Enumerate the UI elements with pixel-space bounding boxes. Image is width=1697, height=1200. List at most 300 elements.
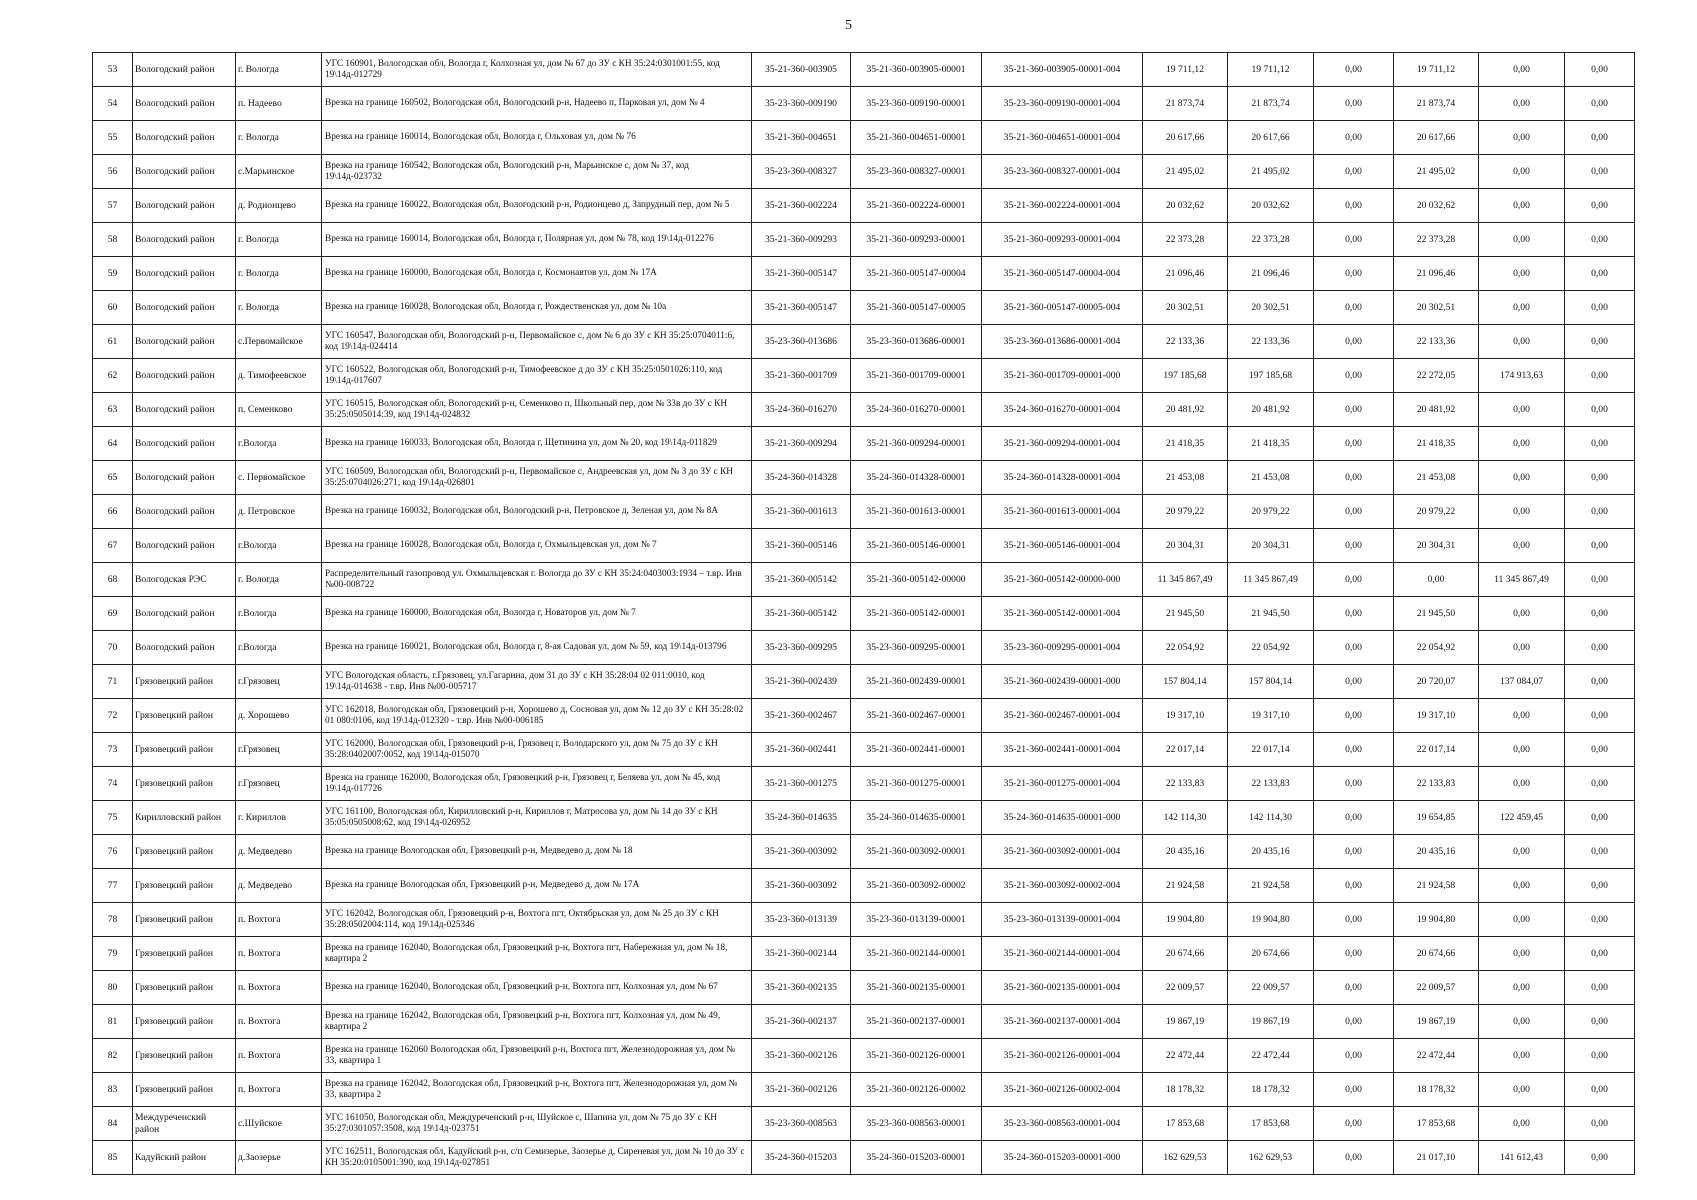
amount-col5-cell: 0,00 xyxy=(1479,903,1565,937)
sub-object-code-cell: 35-23-360-008563-00001 xyxy=(851,1107,982,1141)
amount-col3-cell: 0,00 xyxy=(1314,223,1394,257)
locality-cell: п. Вохтога xyxy=(236,903,322,937)
row-number: 64 xyxy=(93,427,133,461)
amount-col3-cell: 0,00 xyxy=(1314,529,1394,563)
district-cell: Грязовецкий район xyxy=(133,1073,236,1107)
table-row xyxy=(93,427,1635,461)
sub-object-code-cell: 35-24-360-015203-00001 xyxy=(851,1141,982,1175)
full-code-cell: 35-24-360-015203-00001-000 xyxy=(982,1141,1143,1175)
amount-col5-cell: 0,00 xyxy=(1479,461,1565,495)
row-number: 57 xyxy=(93,189,133,223)
locality-cell: г.Грязовец xyxy=(236,665,322,699)
amount-col5-cell: 0,00 xyxy=(1479,427,1565,461)
amount-col2-cell: 20 979,22 xyxy=(1228,495,1314,529)
address-cell: Врезка на границе 160028, Вологодская обл, Вологда г, Рождественская ул, дом № 10а xyxy=(322,291,752,325)
sub-object-code-cell: 35-23-360-009295-00001 xyxy=(851,631,982,665)
amount-col4-cell: 21 945,50 xyxy=(1394,597,1479,631)
amount-col6-cell: 0,00 xyxy=(1565,733,1635,767)
amount-col4-cell: 19 867,19 xyxy=(1394,1005,1479,1039)
amount-total-cell: 197 185,68 xyxy=(1143,359,1228,393)
amount-col3-cell: 0,00 xyxy=(1314,1039,1394,1073)
full-code-cell: 35-21-360-005147-00004-004 xyxy=(982,257,1143,291)
amount-col3-cell: 0,00 xyxy=(1314,869,1394,903)
amount-col6-cell: 0,00 xyxy=(1565,461,1635,495)
amount-col2-cell: 19 904,80 xyxy=(1228,903,1314,937)
district-cell: Вологодский район xyxy=(133,529,236,563)
amount-total-cell: 17 853,68 xyxy=(1143,1107,1228,1141)
amount-col2-cell: 22 133,36 xyxy=(1228,325,1314,359)
amount-col5-cell: 0,00 xyxy=(1479,325,1565,359)
address-cell: Врезка на границе 162040, Вологодская обл, Грязовецкий р-н, Вохтога пгт, Колхозная ул, дом № 67 xyxy=(322,971,752,1005)
amount-col4-cell: 22 017,14 xyxy=(1394,733,1479,767)
amount-col4-cell: 19 711,12 xyxy=(1394,53,1479,87)
amount-col3-cell: 0,00 xyxy=(1314,699,1394,733)
address-cell: УГС 161100, Вологодская обл, Кирилловский р-н, Кириллов г, Матросова ул, дом № 14 до ЗУ с КН 35:05:0505008:62, код 19\14д-026952 xyxy=(322,801,752,835)
amount-col3-cell: 0,00 xyxy=(1314,359,1394,393)
row-number: 83 xyxy=(93,1073,133,1107)
row-number: 62 xyxy=(93,359,133,393)
row-number: 74 xyxy=(93,767,133,801)
full-code-cell: 35-23-360-008327-00001-004 xyxy=(982,155,1143,189)
full-code-cell: 35-21-360-002126-00001-004 xyxy=(982,1039,1143,1073)
district-cell: Кирилловский район xyxy=(133,801,236,835)
district-cell: Вологодский район xyxy=(133,87,236,121)
sub-object-code-cell: 35-21-360-002439-00001 xyxy=(851,665,982,699)
amount-col3-cell: 0,00 xyxy=(1314,461,1394,495)
amount-col5-cell: 174 913,63 xyxy=(1479,359,1565,393)
amount-col6-cell: 0,00 xyxy=(1565,903,1635,937)
table-row xyxy=(93,631,1635,665)
amount-total-cell: 22 017,14 xyxy=(1143,733,1228,767)
row-number: 58 xyxy=(93,223,133,257)
address-cell: УГС 162511, Вологодская обл, Кадуйский р-н, с/п Семизерье, Заозерье д, Сиреневая ул, дом № 10 до ЗУ с КН 35:20:0105001:390, код 19\14д-027851 xyxy=(322,1141,752,1175)
full-code-cell: 35-24-360-014635-00001-000 xyxy=(982,801,1143,835)
amount-col5-cell: 0,00 xyxy=(1479,767,1565,801)
amount-col3-cell: 0,00 xyxy=(1314,291,1394,325)
amount-col5-cell: 141 612,43 xyxy=(1479,1141,1565,1175)
amount-total-cell: 19 904,80 xyxy=(1143,903,1228,937)
amount-col5-cell: 0,00 xyxy=(1479,937,1565,971)
page-number: 5 xyxy=(845,18,852,33)
locality-cell: с.Шуйское xyxy=(236,1107,322,1141)
full-code-cell: 35-21-360-001613-00001-004 xyxy=(982,495,1143,529)
object-code-cell: 35-21-360-009294 xyxy=(752,427,851,461)
amount-col2-cell: 20 304,31 xyxy=(1228,529,1314,563)
amount-col3-cell: 0,00 xyxy=(1314,325,1394,359)
amount-col6-cell: 0,00 xyxy=(1565,801,1635,835)
district-cell: Вологодский район xyxy=(133,53,236,87)
full-code-cell: 35-23-360-009190-00001-004 xyxy=(982,87,1143,121)
amount-col6-cell: 0,00 xyxy=(1565,155,1635,189)
table-row xyxy=(93,801,1635,835)
amount-total-cell: 20 617,66 xyxy=(1143,121,1228,155)
address-cell: Врезка на границе Вологодская обл, Грязовецкий р-н, Медведево д, дом № 18 xyxy=(322,835,752,869)
amount-col5-cell: 11 345 867,49 xyxy=(1479,563,1565,597)
locality-cell: с. Первомайское xyxy=(236,461,322,495)
amount-col2-cell: 162 629,53 xyxy=(1228,1141,1314,1175)
object-code-cell: 35-21-360-005142 xyxy=(752,597,851,631)
amount-col5-cell: 0,00 xyxy=(1479,155,1565,189)
amount-col2-cell: 22 009,57 xyxy=(1228,971,1314,1005)
sub-object-code-cell: 35-21-360-002144-00001 xyxy=(851,937,982,971)
row-number: 67 xyxy=(93,529,133,563)
sub-object-code-cell: 35-23-360-008327-00001 xyxy=(851,155,982,189)
amount-col2-cell: 21 873,74 xyxy=(1228,87,1314,121)
amount-total-cell: 22 472,44 xyxy=(1143,1039,1228,1073)
amount-col3-cell: 0,00 xyxy=(1314,767,1394,801)
amount-total-cell: 20 979,22 xyxy=(1143,495,1228,529)
object-code-cell: 35-21-360-009293 xyxy=(752,223,851,257)
amount-col6-cell: 0,00 xyxy=(1565,1141,1635,1175)
table-row xyxy=(93,1141,1635,1175)
row-number: 73 xyxy=(93,733,133,767)
amount-col6-cell: 0,00 xyxy=(1565,563,1635,597)
amount-col6-cell: 0,00 xyxy=(1565,1107,1635,1141)
amount-total-cell: 19 317,10 xyxy=(1143,699,1228,733)
table-row xyxy=(93,1107,1635,1141)
amount-col2-cell: 20 674,66 xyxy=(1228,937,1314,971)
address-cell: Врезка на границе 160028, Вологодская обл, Вологда г, Охмыльцевская ул, дом № 7 xyxy=(322,529,752,563)
amount-col2-cell: 21 418,35 xyxy=(1228,427,1314,461)
sub-object-code-cell: 35-21-360-002135-00001 xyxy=(851,971,982,1005)
locality-cell: д. Медведево xyxy=(236,835,322,869)
amount-col2-cell: 21 096,46 xyxy=(1228,257,1314,291)
amount-col5-cell: 0,00 xyxy=(1479,1073,1565,1107)
sub-object-code-cell: 35-21-360-009293-00001 xyxy=(851,223,982,257)
amount-col5-cell: 0,00 xyxy=(1479,835,1565,869)
amount-col6-cell: 0,00 xyxy=(1565,869,1635,903)
district-cell: Грязовецкий район xyxy=(133,699,236,733)
full-code-cell: 35-21-360-005142-00001-004 xyxy=(982,597,1143,631)
amount-col5-cell: 0,00 xyxy=(1479,1039,1565,1073)
amount-col6-cell: 0,00 xyxy=(1565,427,1635,461)
object-code-cell: 35-24-360-014635 xyxy=(752,801,851,835)
amount-col4-cell: 19 317,10 xyxy=(1394,699,1479,733)
locality-cell: д.Заозерье xyxy=(236,1141,322,1175)
row-number: 79 xyxy=(93,937,133,971)
amount-col4-cell: 20 617,66 xyxy=(1394,121,1479,155)
table-row xyxy=(93,903,1635,937)
amount-total-cell: 162 629,53 xyxy=(1143,1141,1228,1175)
amount-col2-cell: 19 867,19 xyxy=(1228,1005,1314,1039)
object-code-cell: 35-23-360-008563 xyxy=(752,1107,851,1141)
sub-object-code-cell: 35-21-360-003092-00002 xyxy=(851,869,982,903)
amount-total-cell: 21 924,58 xyxy=(1143,869,1228,903)
district-cell: Вологодский район xyxy=(133,427,236,461)
object-code-cell: 35-21-360-002441 xyxy=(752,733,851,767)
locality-cell: п. Надеево xyxy=(236,87,322,121)
amount-total-cell: 19 711,12 xyxy=(1143,53,1228,87)
amount-col4-cell: 20 674,66 xyxy=(1394,937,1479,971)
table-row xyxy=(93,597,1635,631)
amount-col6-cell: 0,00 xyxy=(1565,631,1635,665)
amount-col2-cell: 21 495,02 xyxy=(1228,155,1314,189)
amount-col6-cell: 0,00 xyxy=(1565,1073,1635,1107)
sub-object-code-cell: 35-21-360-002126-00001 xyxy=(851,1039,982,1073)
sub-object-code-cell: 35-21-360-005146-00001 xyxy=(851,529,982,563)
amount-col4-cell: 20 304,31 xyxy=(1394,529,1479,563)
amount-col6-cell: 0,00 xyxy=(1565,189,1635,223)
amount-col3-cell: 0,00 xyxy=(1314,665,1394,699)
amount-col3-cell: 0,00 xyxy=(1314,257,1394,291)
amount-col4-cell: 0,00 xyxy=(1394,563,1479,597)
table-row xyxy=(93,529,1635,563)
table-row xyxy=(93,767,1635,801)
locality-cell: с.Марьинское xyxy=(236,155,322,189)
locality-cell: д. Петровское xyxy=(236,495,322,529)
locality-cell: п. Вохтога xyxy=(236,1073,322,1107)
amount-col2-cell: 22 133,83 xyxy=(1228,767,1314,801)
sub-object-code-cell: 35-23-360-013139-00001 xyxy=(851,903,982,937)
amount-col5-cell: 0,00 xyxy=(1479,631,1565,665)
amount-col4-cell: 21 495,02 xyxy=(1394,155,1479,189)
sub-object-code-cell: 35-24-360-014635-00001 xyxy=(851,801,982,835)
address-cell: Распределительный газопровод ул. Охмыльцевская г. Вологда до ЗУ с КН 35:24:0403003:1934 – т.вр. Инв №00-008722 xyxy=(322,563,752,597)
amount-col4-cell: 21 418,35 xyxy=(1394,427,1479,461)
object-code-cell: 35-21-360-002439 xyxy=(752,665,851,699)
amount-col2-cell: 18 178,32 xyxy=(1228,1073,1314,1107)
full-code-cell: 35-23-360-013686-00001-004 xyxy=(982,325,1143,359)
full-code-cell: 35-21-360-003905-00001-004 xyxy=(982,53,1143,87)
row-number: 61 xyxy=(93,325,133,359)
table-row xyxy=(93,393,1635,427)
district-cell: Грязовецкий район xyxy=(133,665,236,699)
row-number: 69 xyxy=(93,597,133,631)
amount-col3-cell: 0,00 xyxy=(1314,801,1394,835)
amount-col5-cell: 0,00 xyxy=(1479,699,1565,733)
amount-col5-cell: 0,00 xyxy=(1479,223,1565,257)
object-code-cell: 35-21-360-002126 xyxy=(752,1073,851,1107)
address-cell: УГС 162000, Вологодская обл, Грязовецкий р-н, Грязовец г, Володарского ул, дом № 75 до ЗУ с КН 35:28:0402007:0052, код 19\14д-015070 xyxy=(322,733,752,767)
table-row xyxy=(93,223,1635,257)
object-code-cell: 35-21-360-005147 xyxy=(752,291,851,325)
address-cell: Врезка на границе 160542, Вологодская обл, Вологодский р-н, Марьинское с, дом № 37, код 19\14д-023732 xyxy=(322,155,752,189)
table-row xyxy=(93,1039,1635,1073)
amount-col5-cell: 137 084,07 xyxy=(1479,665,1565,699)
amount-col6-cell: 0,00 xyxy=(1565,529,1635,563)
sub-object-code-cell: 35-21-360-002126-00002 xyxy=(851,1073,982,1107)
district-cell: Грязовецкий район xyxy=(133,869,236,903)
row-number: 78 xyxy=(93,903,133,937)
table-row xyxy=(93,359,1635,393)
row-number: 81 xyxy=(93,1005,133,1039)
table-row xyxy=(93,937,1635,971)
amount-col3-cell: 0,00 xyxy=(1314,971,1394,1005)
amount-col6-cell: 0,00 xyxy=(1565,495,1635,529)
district-cell: Вологодский район xyxy=(133,155,236,189)
amount-col4-cell: 20 979,22 xyxy=(1394,495,1479,529)
sub-object-code-cell: 35-21-360-005142-00001 xyxy=(851,597,982,631)
locality-cell: г.Вологда xyxy=(236,631,322,665)
amount-col5-cell: 122 459,45 xyxy=(1479,801,1565,835)
table-row xyxy=(93,461,1635,495)
amount-col4-cell: 19 654,85 xyxy=(1394,801,1479,835)
amount-col3-cell: 0,00 xyxy=(1314,835,1394,869)
amount-total-cell: 21 418,35 xyxy=(1143,427,1228,461)
object-code-cell: 35-21-360-002126 xyxy=(752,1039,851,1073)
address-cell: Врезка на границе 160022, Вологодская обл, Вологодский р-н, Родионцево д, Запрудный пер, дом № 5 xyxy=(322,189,752,223)
object-code-cell: 35-21-360-005147 xyxy=(752,257,851,291)
amount-col2-cell: 19 317,10 xyxy=(1228,699,1314,733)
full-code-cell: 35-21-360-003092-00002-004 xyxy=(982,869,1143,903)
full-code-cell: 35-21-360-002467-00001-004 xyxy=(982,699,1143,733)
district-cell: Вологодский район xyxy=(133,291,236,325)
amount-total-cell: 157 804,14 xyxy=(1143,665,1228,699)
amount-col4-cell: 22 054,92 xyxy=(1394,631,1479,665)
sub-object-code-cell: 35-21-360-001709-00001 xyxy=(851,359,982,393)
amount-col4-cell: 22 133,83 xyxy=(1394,767,1479,801)
object-code-cell: 35-21-360-002144 xyxy=(752,937,851,971)
table-row xyxy=(93,87,1635,121)
amount-col5-cell: 0,00 xyxy=(1479,121,1565,155)
full-code-cell: 35-21-360-002135-00001-004 xyxy=(982,971,1143,1005)
row-number: 53 xyxy=(93,53,133,87)
amount-col6-cell: 0,00 xyxy=(1565,325,1635,359)
full-code-cell: 35-21-360-009293-00001-004 xyxy=(982,223,1143,257)
register-table xyxy=(92,52,1635,1175)
amount-col3-cell: 0,00 xyxy=(1314,1005,1394,1039)
object-code-cell: 35-21-360-001613 xyxy=(752,495,851,529)
amount-col5-cell: 0,00 xyxy=(1479,495,1565,529)
sub-object-code-cell: 35-21-360-003905-00001 xyxy=(851,53,982,87)
amount-col2-cell: 142 114,30 xyxy=(1228,801,1314,835)
full-code-cell: 35-21-360-009294-00001-004 xyxy=(982,427,1143,461)
address-cell: Врезка на границе 162040, Вологодская обл, Грязовецкий р-н, Вохтога пгт, Набережная ул, дом № 18, квартира 2 xyxy=(322,937,752,971)
full-code-cell: 35-21-360-005146-00001-004 xyxy=(982,529,1143,563)
amount-col4-cell: 20 720,07 xyxy=(1394,665,1479,699)
locality-cell: г. Вологда xyxy=(236,121,322,155)
amount-col4-cell: 17 853,68 xyxy=(1394,1107,1479,1141)
amount-total-cell: 21 453,08 xyxy=(1143,461,1228,495)
amount-col6-cell: 0,00 xyxy=(1565,87,1635,121)
row-number: 82 xyxy=(93,1039,133,1073)
amount-col4-cell: 21 096,46 xyxy=(1394,257,1479,291)
full-code-cell: 35-21-360-002224-00001-004 xyxy=(982,189,1143,223)
amount-col4-cell: 22 472,44 xyxy=(1394,1039,1479,1073)
row-number: 66 xyxy=(93,495,133,529)
object-code-cell: 35-21-360-003905 xyxy=(752,53,851,87)
district-cell: Вологодский район xyxy=(133,359,236,393)
address-cell: Врезка на границе 162060 Вологодская обл, Грязовецкий р-н, Вохтога пгт, Железнодорожная ул, дом № 33, квартира 1 xyxy=(322,1039,752,1073)
full-code-cell: 35-21-360-002144-00001-004 xyxy=(982,937,1143,971)
amount-col5-cell: 0,00 xyxy=(1479,87,1565,121)
full-code-cell: 35-23-360-008563-00001-004 xyxy=(982,1107,1143,1141)
address-cell: Врезка на границе 160032, Вологодская обл, Вологодский р-н, Петровское д, Зеленая ул, дом № 8А xyxy=(322,495,752,529)
table-row xyxy=(93,291,1635,325)
amount-col3-cell: 0,00 xyxy=(1314,1141,1394,1175)
locality-cell: д. Родионцево xyxy=(236,189,322,223)
table-row xyxy=(93,835,1635,869)
amount-col4-cell: 21 453,08 xyxy=(1394,461,1479,495)
locality-cell: д. Хорошево xyxy=(236,699,322,733)
register-table-body xyxy=(93,53,1635,1175)
amount-total-cell: 21 873,74 xyxy=(1143,87,1228,121)
row-number: 55 xyxy=(93,121,133,155)
locality-cell: д. Тимофеевское xyxy=(236,359,322,393)
amount-col4-cell: 20 481,92 xyxy=(1394,393,1479,427)
amount-col6-cell: 0,00 xyxy=(1565,1039,1635,1073)
amount-total-cell: 11 345 867,49 xyxy=(1143,563,1228,597)
address-cell: УГС 162042, Вологодская обл, Грязовецкий р-н, Вохтога пгт, Октябрьская ул, дом № 25 до ЗУ с КН 35:28:0502004:114, код 19\14д-025346 xyxy=(322,903,752,937)
amount-col5-cell: 0,00 xyxy=(1479,291,1565,325)
object-code-cell: 35-21-360-002224 xyxy=(752,189,851,223)
object-code-cell: 35-21-360-005142 xyxy=(752,563,851,597)
table-row xyxy=(93,121,1635,155)
sub-object-code-cell: 35-21-360-002224-00001 xyxy=(851,189,982,223)
amount-col3-cell: 0,00 xyxy=(1314,155,1394,189)
table-row xyxy=(93,257,1635,291)
locality-cell: г.Вологда xyxy=(236,529,322,563)
amount-col3-cell: 0,00 xyxy=(1314,495,1394,529)
sub-object-code-cell: 35-21-360-001613-00001 xyxy=(851,495,982,529)
amount-col5-cell: 0,00 xyxy=(1479,53,1565,87)
object-code-cell: 35-21-360-004651 xyxy=(752,121,851,155)
district-cell: Грязовецкий район xyxy=(133,971,236,1005)
amount-col4-cell: 20 302,51 xyxy=(1394,291,1479,325)
amount-col6-cell: 0,00 xyxy=(1565,223,1635,257)
sub-object-code-cell: 35-24-360-014328-00001 xyxy=(851,461,982,495)
row-number: 70 xyxy=(93,631,133,665)
district-cell: Вологодский район xyxy=(133,461,236,495)
amount-col4-cell: 21 924,58 xyxy=(1394,869,1479,903)
address-cell: Врезка на границе 162042, Вологодская обл, Грязовецкий р-н, Вохтога пгт, Железнодорожная ул, дом № 33, квартира 2 xyxy=(322,1073,752,1107)
address-cell: УГС 162018, Вологодская обл, Грязовецкий р-н, Хорошево д, Сосновая ул, дом № 12 до ЗУ с КН 35:28:02 01 080:0106, код 19\14д-012320 - т.вр. Инв №00-006185 xyxy=(322,699,752,733)
district-cell: Вологодский район xyxy=(133,257,236,291)
amount-col3-cell: 0,00 xyxy=(1314,189,1394,223)
amount-col6-cell: 0,00 xyxy=(1565,835,1635,869)
locality-cell: г. Вологда xyxy=(236,257,322,291)
locality-cell: г. Кириллов xyxy=(236,801,322,835)
amount-col6-cell: 0,00 xyxy=(1565,767,1635,801)
amount-col3-cell: 0,00 xyxy=(1314,733,1394,767)
amount-col2-cell: 11 345 867,49 xyxy=(1228,563,1314,597)
address-cell: Врезка на границе 162042, Вологодская обл, Грязовецкий р-н, Вохтога пгт, Колхозная ул, дом № 49, квартира 2 xyxy=(322,1005,752,1039)
amount-col6-cell: 0,00 xyxy=(1565,1005,1635,1039)
object-code-cell: 35-23-360-009190 xyxy=(752,87,851,121)
amount-col2-cell: 17 853,68 xyxy=(1228,1107,1314,1141)
amount-col6-cell: 0,00 xyxy=(1565,597,1635,631)
row-number: 85 xyxy=(93,1141,133,1175)
amount-col5-cell: 0,00 xyxy=(1479,393,1565,427)
locality-cell: г. Вологда xyxy=(236,223,322,257)
locality-cell: п. Вохтога xyxy=(236,1005,322,1039)
amount-col4-cell: 20 435,16 xyxy=(1394,835,1479,869)
locality-cell: с.Первомайское xyxy=(236,325,322,359)
amount-col2-cell: 22 054,92 xyxy=(1228,631,1314,665)
row-number: 76 xyxy=(93,835,133,869)
address-cell: Врезка на границе Вологодская обл, Грязовецкий р-н, Медведево д, дом № 17А xyxy=(322,869,752,903)
table-row xyxy=(93,971,1635,1005)
amount-total-cell: 18 178,32 xyxy=(1143,1073,1228,1107)
amount-col4-cell: 22 009,57 xyxy=(1394,971,1479,1005)
amount-col6-cell: 0,00 xyxy=(1565,291,1635,325)
amount-col6-cell: 0,00 xyxy=(1565,393,1635,427)
district-cell: Грязовецкий район xyxy=(133,903,236,937)
amount-col3-cell: 0,00 xyxy=(1314,597,1394,631)
row-number: 63 xyxy=(93,393,133,427)
sub-object-code-cell: 35-21-360-003092-00001 xyxy=(851,835,982,869)
amount-col3-cell: 0,00 xyxy=(1314,1073,1394,1107)
amount-col4-cell: 22 373,28 xyxy=(1394,223,1479,257)
sub-object-code-cell: 35-21-360-005142-00000 xyxy=(851,563,982,597)
table-row xyxy=(93,1005,1635,1039)
amount-col4-cell: 21 873,74 xyxy=(1394,87,1479,121)
object-code-cell: 35-21-360-003092 xyxy=(752,835,851,869)
amount-col4-cell: 19 904,80 xyxy=(1394,903,1479,937)
amount-col3-cell: 0,00 xyxy=(1314,393,1394,427)
row-number: 72 xyxy=(93,699,133,733)
full-code-cell: 35-24-360-014328-00001-004 xyxy=(982,461,1143,495)
